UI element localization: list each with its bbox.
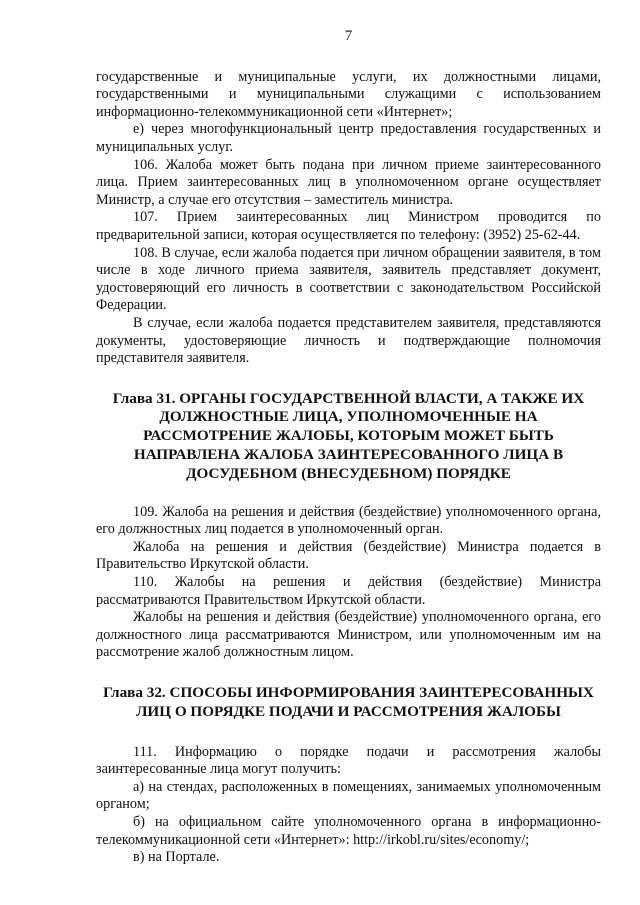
paragraph-107: 107. Прием заинтересованных лиц Министром проводится по предварительной записи, которая осуществляется по телефону: (3952) 25-62-44. [96,209,601,243]
paragraph-110: 110. Жалобы на решения и действия (бездействие) Министра рассматриваются Правительством Иркутской области. [96,574,601,608]
paragraph-111-item-b: б) на официальном сайте уполномоченного органа в информационно-телекоммуникационной сети «Интернет»: http://irkobl.ru/sites/economy/; [96,813,601,848]
paragraph-continuation: государственные и муниципальные услуги, их должностными лицами, государственными и муниципальными служащими с использованием информационно-телекоммуникационной сети «Интернет»; [96,68,601,120]
page-number: 7 [344,28,353,44]
document-page [96,28,601,867]
paragraph-108: 108. В случае, если жалоба подается при личном обращении заявителя, в том числе в ходе личного приема заявителя, заявитель представляет документ, удостоверяющий его личность в соответствии с законодательством Российской Федерации. [96,244,601,314]
paragraph-109-minister: Жалоба на решения и действия (бездействие) Министра подается в Правительство Иркутской области. [96,538,601,573]
paragraph-111-item-a: а) на стендах, расположенных в помещениях, занимаемых уполномоченным органом; [96,778,601,813]
paragraph-109: 109. Жалоба на решения и действия (бездействие) уполномоченного органа, его должностных лиц подается в уполномоченный орган. [96,503,601,538]
paragraph-111: 111. Информацию о порядке подачи и рассмотрения жалобы заинтересованные лица могут получить: [96,743,601,778]
paragraph-item-e: е) через многофункциональный центр предоставления государственных и муниципальных услуг. [96,121,601,155]
paragraph-111-item-c: в) на Портале. [133,849,220,866]
paragraph-106: 106. Жалоба может быть подана при личном приеме заинтересованного лица. Прием заинтересованных лиц в уполномоченном органе осуществляет Министр, а случае его отсутствия – заместитель министра. [96,156,601,208]
paragraph-110-authority: Жалобы на решения и действия (бездействие) уполномоченного органа, его должностного лица рассматриваются Министром, или уполномоченным им на рассмотрение жалоб должностным лицом. [96,609,601,661]
paragraph-108-representative: В случае, если жалоба подается представителем заявителя, представляются документы, удостоверяющие личность и подтверждающие полномочия представителя заявителя. [96,314,601,367]
chapter-32-heading: Глава 32. СПОСОБЫ ИНФОРМИРОВАНИЯ ЗАИНТЕРЕСОВАННЫХ ЛИЦ О ПОРЯДКЕ ПОДАЧИ И РАССМОТРЕНИЯ ЖАЛОБЫ [103,684,594,720]
chapter-31-heading: Глава 31. ОРГАНЫ ГОСУДАРСТВЕННОЙ ВЛАСТИ, А ТАКЖЕ ИХ ДОЛЖНОСТНЫЕ ЛИЦА, УПОЛНОМОЧЕННЫЕ НА РАССМОТРЕНИЕ ЖАЛОБЫ, КОТОРЫМ МОЖЕТ БЫТЬ НАПРАВЛЕНА ЖАЛОБА ЗАИНТЕРЕСОВАННОГО ЛИЦА В ДОСУДЕБНОМ (ВНЕСУДЕБНОМ) ПОРЯДКЕ [112,389,585,482]
